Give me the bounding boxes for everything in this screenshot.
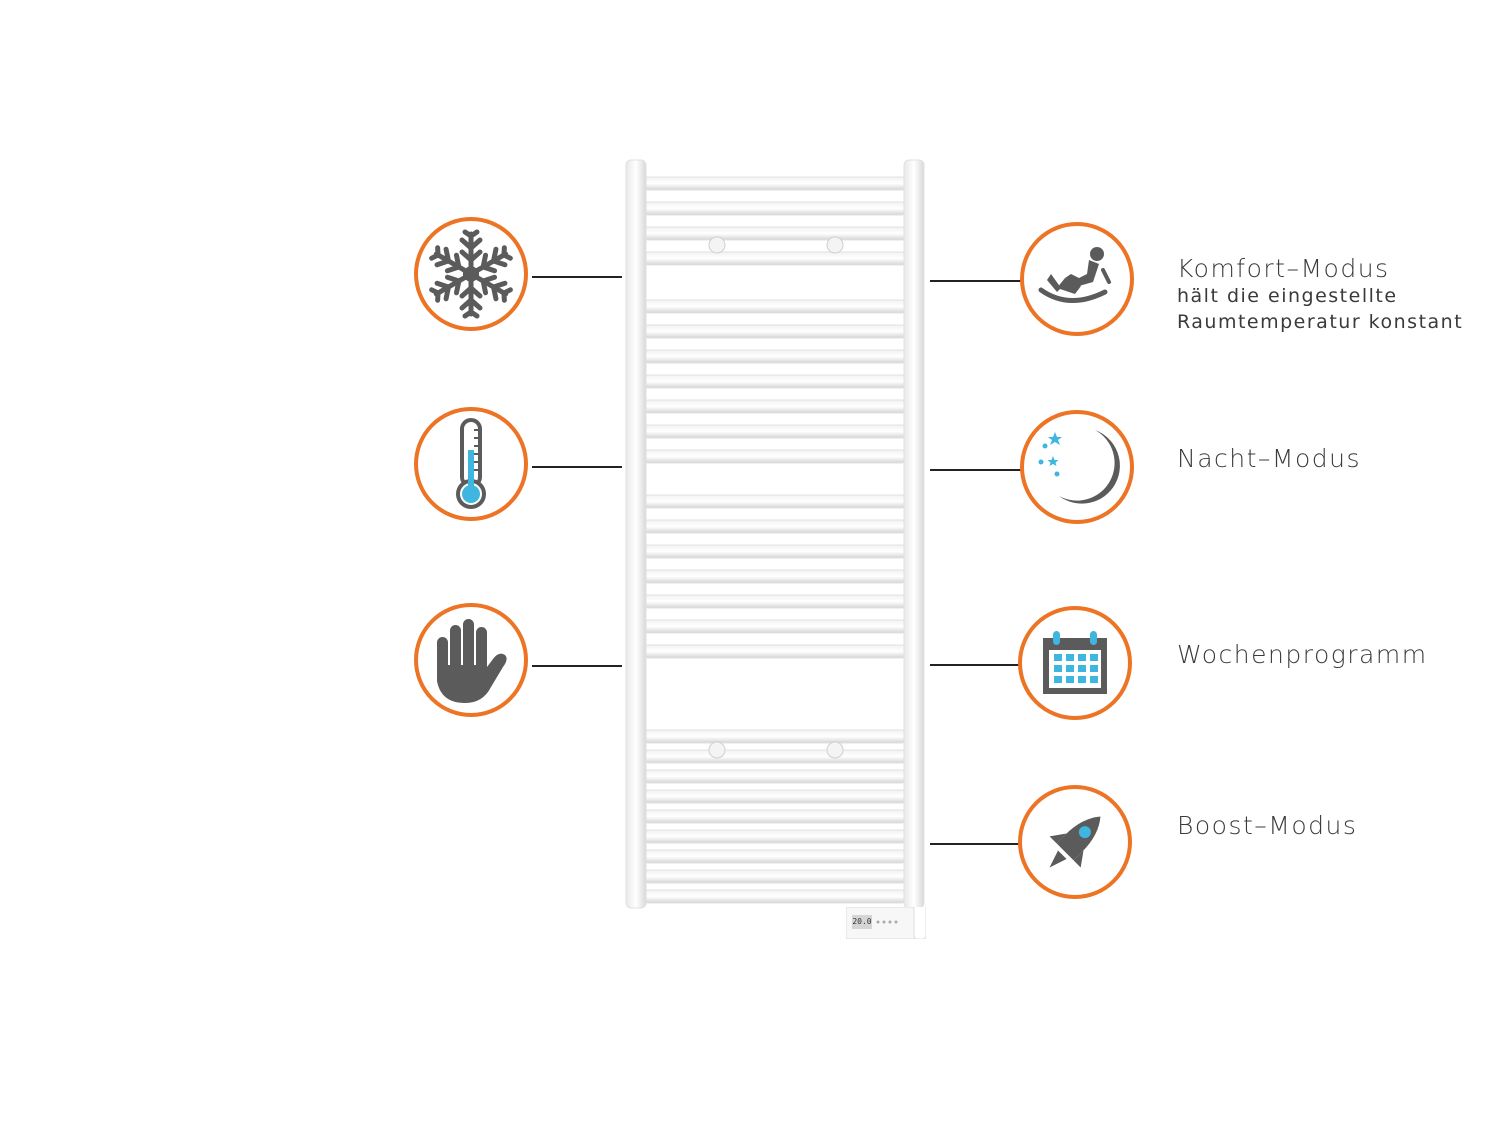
radiator-rail [644, 595, 906, 608]
boost-title: Boost–Modus [1177, 811, 1358, 840]
comfort-badge [1020, 222, 1134, 336]
calendar-cell [1078, 676, 1086, 683]
snowflake-icon [426, 229, 516, 319]
radiator-rail [644, 300, 906, 313]
radiator-rail [644, 570, 906, 583]
comfort-title: Komfort–Modus [1177, 254, 1390, 283]
radiator-display: 20.0 [852, 915, 872, 929]
radiator-rail [644, 850, 906, 863]
radiator-rail [644, 252, 906, 265]
rocket-icon [1035, 802, 1115, 882]
weekly-connector [930, 664, 1020, 666]
radiator-rail [644, 177, 906, 190]
calendar-cell [1078, 654, 1086, 661]
radiator-rail [644, 202, 906, 215]
rocking-chair-icon [1035, 244, 1119, 314]
radiator-rail [644, 790, 906, 803]
calendar-cell [1054, 676, 1062, 683]
sensor-badge [414, 407, 528, 521]
weekly-title: Wochenprogramm [1177, 640, 1428, 669]
night-label [1177, 445, 1361, 473]
frost-badge [414, 217, 528, 331]
radiator-rail [644, 810, 906, 823]
thermometer-icon [441, 416, 501, 512]
hand-icon [431, 615, 511, 705]
radiator-rail [644, 325, 906, 338]
calendar-cell [1078, 665, 1086, 672]
calendar-cell [1054, 654, 1062, 661]
calendar-cell [1066, 676, 1074, 683]
comfort-connector [930, 280, 1022, 282]
boost-badge [1018, 785, 1132, 899]
calendar-cell [1054, 665, 1062, 672]
night-connector [930, 469, 1022, 471]
weekly-label [1177, 641, 1428, 669]
calendar-cell [1090, 654, 1098, 661]
radiator-rail [644, 545, 906, 558]
comfort-desc-line2: Raumtemperatur konstant [1177, 311, 1464, 333]
calendar-cell [1090, 665, 1098, 672]
radiator-rail [644, 870, 906, 883]
night-title: Nacht–Modus [1177, 444, 1362, 473]
radiator-rail [644, 830, 906, 843]
radiator-rail [644, 227, 906, 240]
comfort-desc-line1: hält die eingestellte [1177, 285, 1398, 307]
boost-label [1177, 812, 1357, 840]
radiator-rail [644, 375, 906, 388]
sensor-connector [532, 466, 622, 468]
calendar-cell [1066, 654, 1074, 661]
stop-connector [532, 665, 622, 667]
calendar-cell [1090, 676, 1098, 683]
weekly-badge [1018, 606, 1132, 720]
frost-connector [532, 276, 622, 278]
radiator-rail [644, 350, 906, 363]
radiator-rail [644, 645, 906, 658]
radiator-rail [644, 450, 906, 463]
moon-icon [1029, 422, 1125, 512]
radiator-rail [644, 520, 906, 533]
calendar-cell [1066, 665, 1074, 672]
radiator-rail [644, 620, 906, 633]
stop-badge [414, 603, 528, 717]
comfort-label [1177, 255, 1463, 335]
radiator-rail [644, 730, 906, 743]
radiator-rail [644, 770, 906, 783]
towel-radiator [620, 155, 930, 945]
boost-connector [930, 843, 1020, 845]
night-badge [1020, 410, 1134, 524]
radiator-rail [644, 400, 906, 413]
calendar-icon [1039, 628, 1111, 698]
radiator-rail [644, 495, 906, 508]
radiator-rail [644, 890, 906, 903]
radiator-rail [644, 425, 906, 438]
radiator-rail [644, 750, 906, 763]
